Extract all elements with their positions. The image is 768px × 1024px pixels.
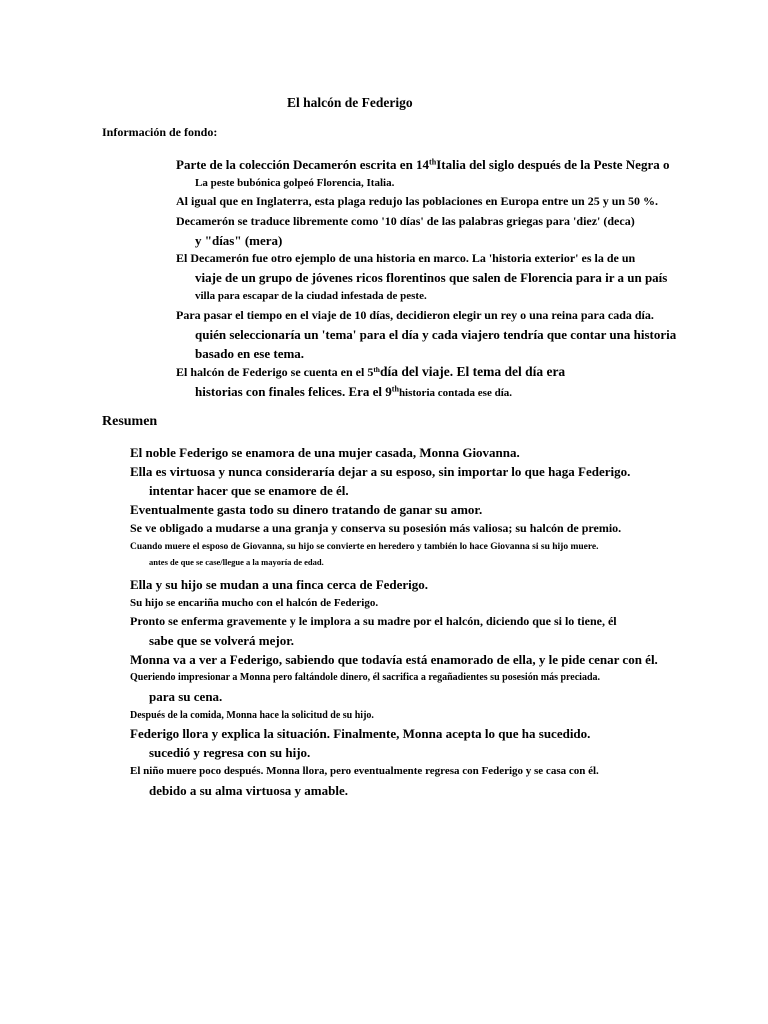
summary-bullet-10-cont: para su cena. — [149, 689, 223, 704]
background-heading: Información de fondo: — [102, 125, 218, 139]
summary-bullet-6: Ella y su hijo se mudan a una finca cerca de Federigo. — [130, 577, 429, 592]
summary-bullet-3: Eventualmente gasta todo su dinero tratando de ganar su amor. — [130, 502, 483, 517]
summary-bullet-1: El noble Federigo se enamora de una mujer casada, Monna Giovanna. — [130, 445, 520, 460]
summary-bullet-12: Federigo llora y explica la situación. Finalmente, Monna acepta lo que ha sucedido. — [130, 726, 591, 741]
background-bullet-6: El halcón de Federigo se cuenta en el 5thdía del viaje. El tema del día era — [176, 364, 566, 379]
summary-bullet-5-cont: antes de que se case/llegue a la mayoría de edad. — [149, 557, 324, 567]
background-bullet-6-cont: historias con finales felices. Era el 9thhistoria contada ese día. — [195, 384, 512, 399]
summary-bullet-12-cont: sucedió y regresa con su hijo. — [149, 745, 311, 760]
summary-bullet-13-cont: debido a su alma virtuosa y amable. — [149, 783, 348, 798]
background-bullet-1-cont: La peste bubónica golpeó Florencia, Italia. — [195, 177, 395, 189]
summary-bullet-8-cont: sabe que se volverá mejor. — [149, 633, 295, 648]
summary-bullet-8: Pronto se enferma gravemente y le implora a su madre por el halcón, diciendo que si lo tiene, él — [130, 614, 617, 628]
document-title: El halcón de Federigo — [287, 95, 413, 110]
background-bullet-2: Al igual que en Inglaterra, esta plaga redujo las poblaciones en Europa entre un 25 y un 50 %. — [176, 194, 659, 208]
background-bullet-4-cont: viaje de un grupo de jóvenes ricos florentinos que salen de Florencia para ir a un país — [195, 270, 668, 285]
summary-bullet-10: Queriendo impresionar a Monna pero faltándole dinero, él sacrifica a regañadientes su posesión más preciada. — [130, 672, 601, 683]
summary-heading: Resumen — [102, 414, 158, 429]
background-bullet-3-cont: y "días" (mera) — [195, 233, 283, 248]
summary-bullet-2: Ella es virtuosa y nunca consideraría dejar a su esposo, sin importar lo que haga Federigo. — [130, 464, 631, 479]
background-bullet-4-cont2: villa para escapar de la ciudad infestada de peste. — [195, 290, 427, 302]
background-bullet-3: Decamerón se traduce libremente como '10 días' de las palabras griegas para 'diez' (deca) — [176, 214, 635, 228]
summary-bullet-13: El niño muere poco después. Monna llora, pero eventualmente regresa con Federigo y se casa con él. — [130, 765, 599, 777]
summary-bullet-4: Se ve obligado a mudarse a una granja y conserva su posesión más valiosa; su halcón de premio. — [130, 521, 622, 535]
background-bullet-1: Parte de la colección Decamerón escrita en 14thItalia del siglo después de la Peste Negra o — [176, 157, 670, 172]
background-bullet-5: Para pasar el tiempo en el viaje de 10 días, decidieron elegir un rey o una reina para cada día. — [176, 308, 654, 322]
summary-bullet-5: Cuando muere el esposo de Giovanna, su hijo se convierte en heredero y también lo hace Giovanna si su hijo muere. — [130, 542, 599, 552]
background-bullet-5-cont2: basado en ese tema. — [195, 346, 305, 361]
background-bullet-4: El Decamerón fue otro ejemplo de una historia en marco. La 'historia exterior' es la de un — [176, 251, 636, 265]
summary-bullet-7: Su hijo se encariña mucho con el halcón de Federigo. — [130, 597, 379, 609]
summary-bullet-9: Monna va a ver a Federigo, sabiendo que todavía está enamorado de ella, y le pide cenar con él. — [130, 652, 658, 667]
summary-bullet-2-cont: intentar hacer que se enamore de él. — [149, 483, 349, 498]
background-bullet-5-cont: quién seleccionaría un 'tema' para el día y cada viajero tendría que contar una historia — [195, 327, 677, 342]
summary-bullet-11: Después de la comida, Monna hace la solicitud de su hijo. — [130, 710, 374, 721]
